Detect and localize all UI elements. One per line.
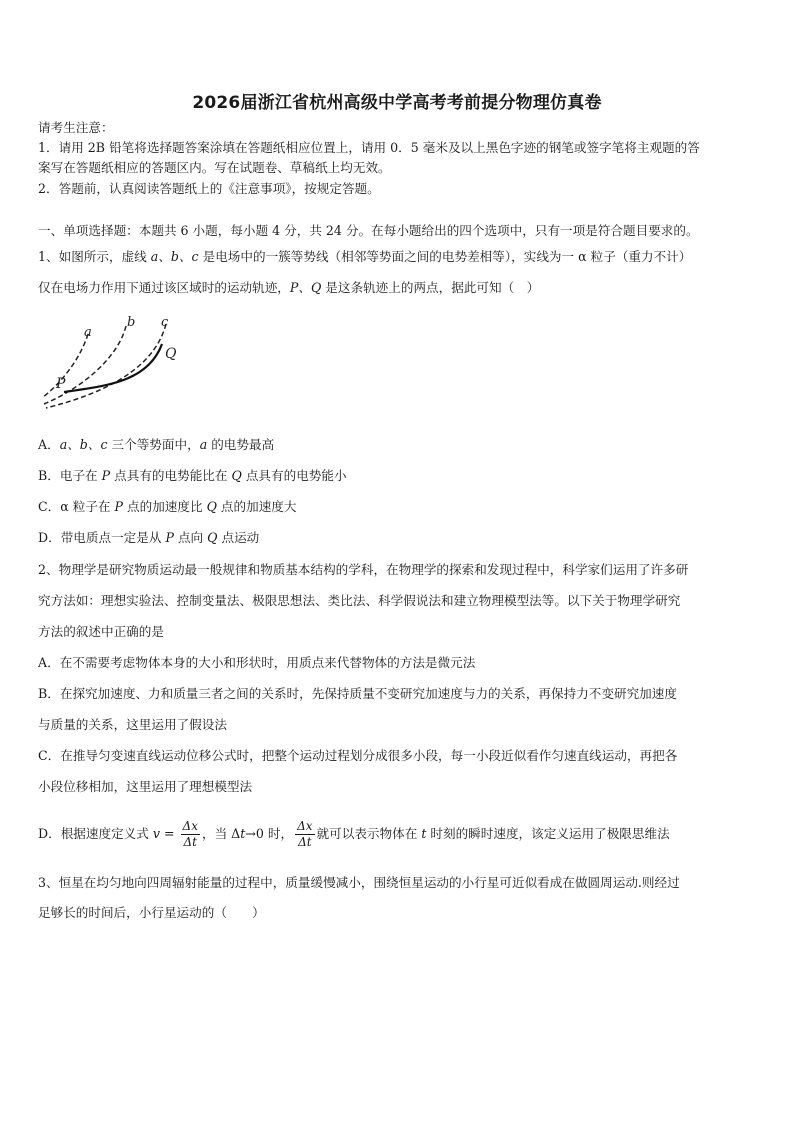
q2-stem-line-1: 2、物理学是研究物质运动最一般规律和物质基本结构的学科，在物理学的探索和发现过程中，科学家们运用了许多研 (38, 562, 689, 577)
label-P: P (56, 376, 66, 392)
notice-item-1-cont: 案写在答题纸相应的答题区内。写在试题卷、草稿纸上均无效。 (38, 160, 391, 175)
q2-option-a: A．在不需要考虑物体本身的大小和形状时，用质点来代替物体的方法是微元法 (38, 655, 476, 670)
page-title: 2026届浙江省杭州高级中学高考考前提分物理仿真卷 (192, 93, 602, 113)
q2-option-b: B．在探究加速度、力和质量三者之间的关系时，先保持质量不变研究加速度与力的关系，再保持力不变研究加速度 (38, 686, 677, 701)
q2-option-c-cont: 小段位移相加，这里运用了理想模型法 (38, 779, 253, 794)
q2-option-b-cont: 与质量的关系，这里运用了假设法 (38, 717, 227, 732)
label-b: b (127, 315, 136, 330)
notice-item-2: 2．答题前，认真阅读答题纸上的《注意事项》，按规定答题。 (38, 181, 380, 196)
notice-item-1: 1．请用 2B 铅笔将选择题答案涂填在答题纸相应位置上，请用 0．5 毫米及以上黑色字迹的钢笔或签字笔将主观题的答 (38, 140, 700, 155)
section-heading: 一、单项选择题：本题共 6 小题，每小题 4 分，共 24 分。在每小题给出的四个选项中，只有一项是符合题目要求的。 (38, 223, 699, 238)
q1-stem-line-2: 仅在电场力作用下通过该区域时的运动轨迹，P、Q 是这条轨迹上的两点，据此可知（ ） (38, 280, 540, 295)
particle-trajectory (64, 344, 162, 392)
q1-option-c: C．α 粒子在 P 点的加速度比 Q 点的加速度大 (38, 499, 297, 514)
velocity-fraction-2: $\frac{\Delta x}{\Delta t}$ (297, 819, 313, 849)
q2-stem-line-2: 究方法如：理想实验法、控制变量法、极限思想法、类比法、科学假说法和建立物理模型法等。以下关于物理学研究 (38, 593, 681, 608)
label-c: c (161, 315, 169, 330)
q3-stem-line-1: 3、恒星在均匀地向四周辐射能量的过程中，质量缓慢减小，围绕恒星运动的小行星可近似看成在做圆周运动.则经过 (38, 875, 680, 890)
q2-option-d: D．根据速度定义式 v = $\frac{\Delta x}{\Delta t}$ ，当 Δt→0 时， $\frac{\Delta x}{\Delta t}$ 就可以表示物体在 t 时刻的瞬时速度，该定义运用了极限思维法 (38, 819, 670, 849)
label-Q: Q (165, 346, 177, 362)
velocity-fraction: $\frac{\Delta x}{\Delta t}$ (182, 819, 198, 849)
label-a: a (84, 325, 92, 340)
notice-heading: 请考生注意： (38, 120, 114, 135)
q1-option-d: D．带电质点一定是从 P 点向 Q 点运动 (38, 530, 260, 545)
q3-stem-line-2: 足够长的时间后，小行星运动的（ ） (38, 905, 265, 920)
q1-option-b: B．电子在 P 点具有的电势能比在 Q 点具有的电势能小 (38, 468, 347, 483)
q1-stem-line-1: 1、如图所示，虚线 a、b、c 是电场中的一簇等势线（相邻等势面之间的电势差相等），实线为一 α 粒子（重力不计） (38, 249, 692, 264)
q1-option-a: A．a、b、c 三个等势面中，a 的电势最高 (38, 437, 275, 452)
q2-stem-line-3: 方法的叙述中正确的是 (38, 624, 164, 639)
q2-option-c: C．在推导匀变速直线运动位移公式时，把整个运动过程划分成很多小段，每一小段近似看作匀速直线运动，再把各 (38, 748, 678, 763)
q1-equipotential-figure (36, 312, 196, 412)
